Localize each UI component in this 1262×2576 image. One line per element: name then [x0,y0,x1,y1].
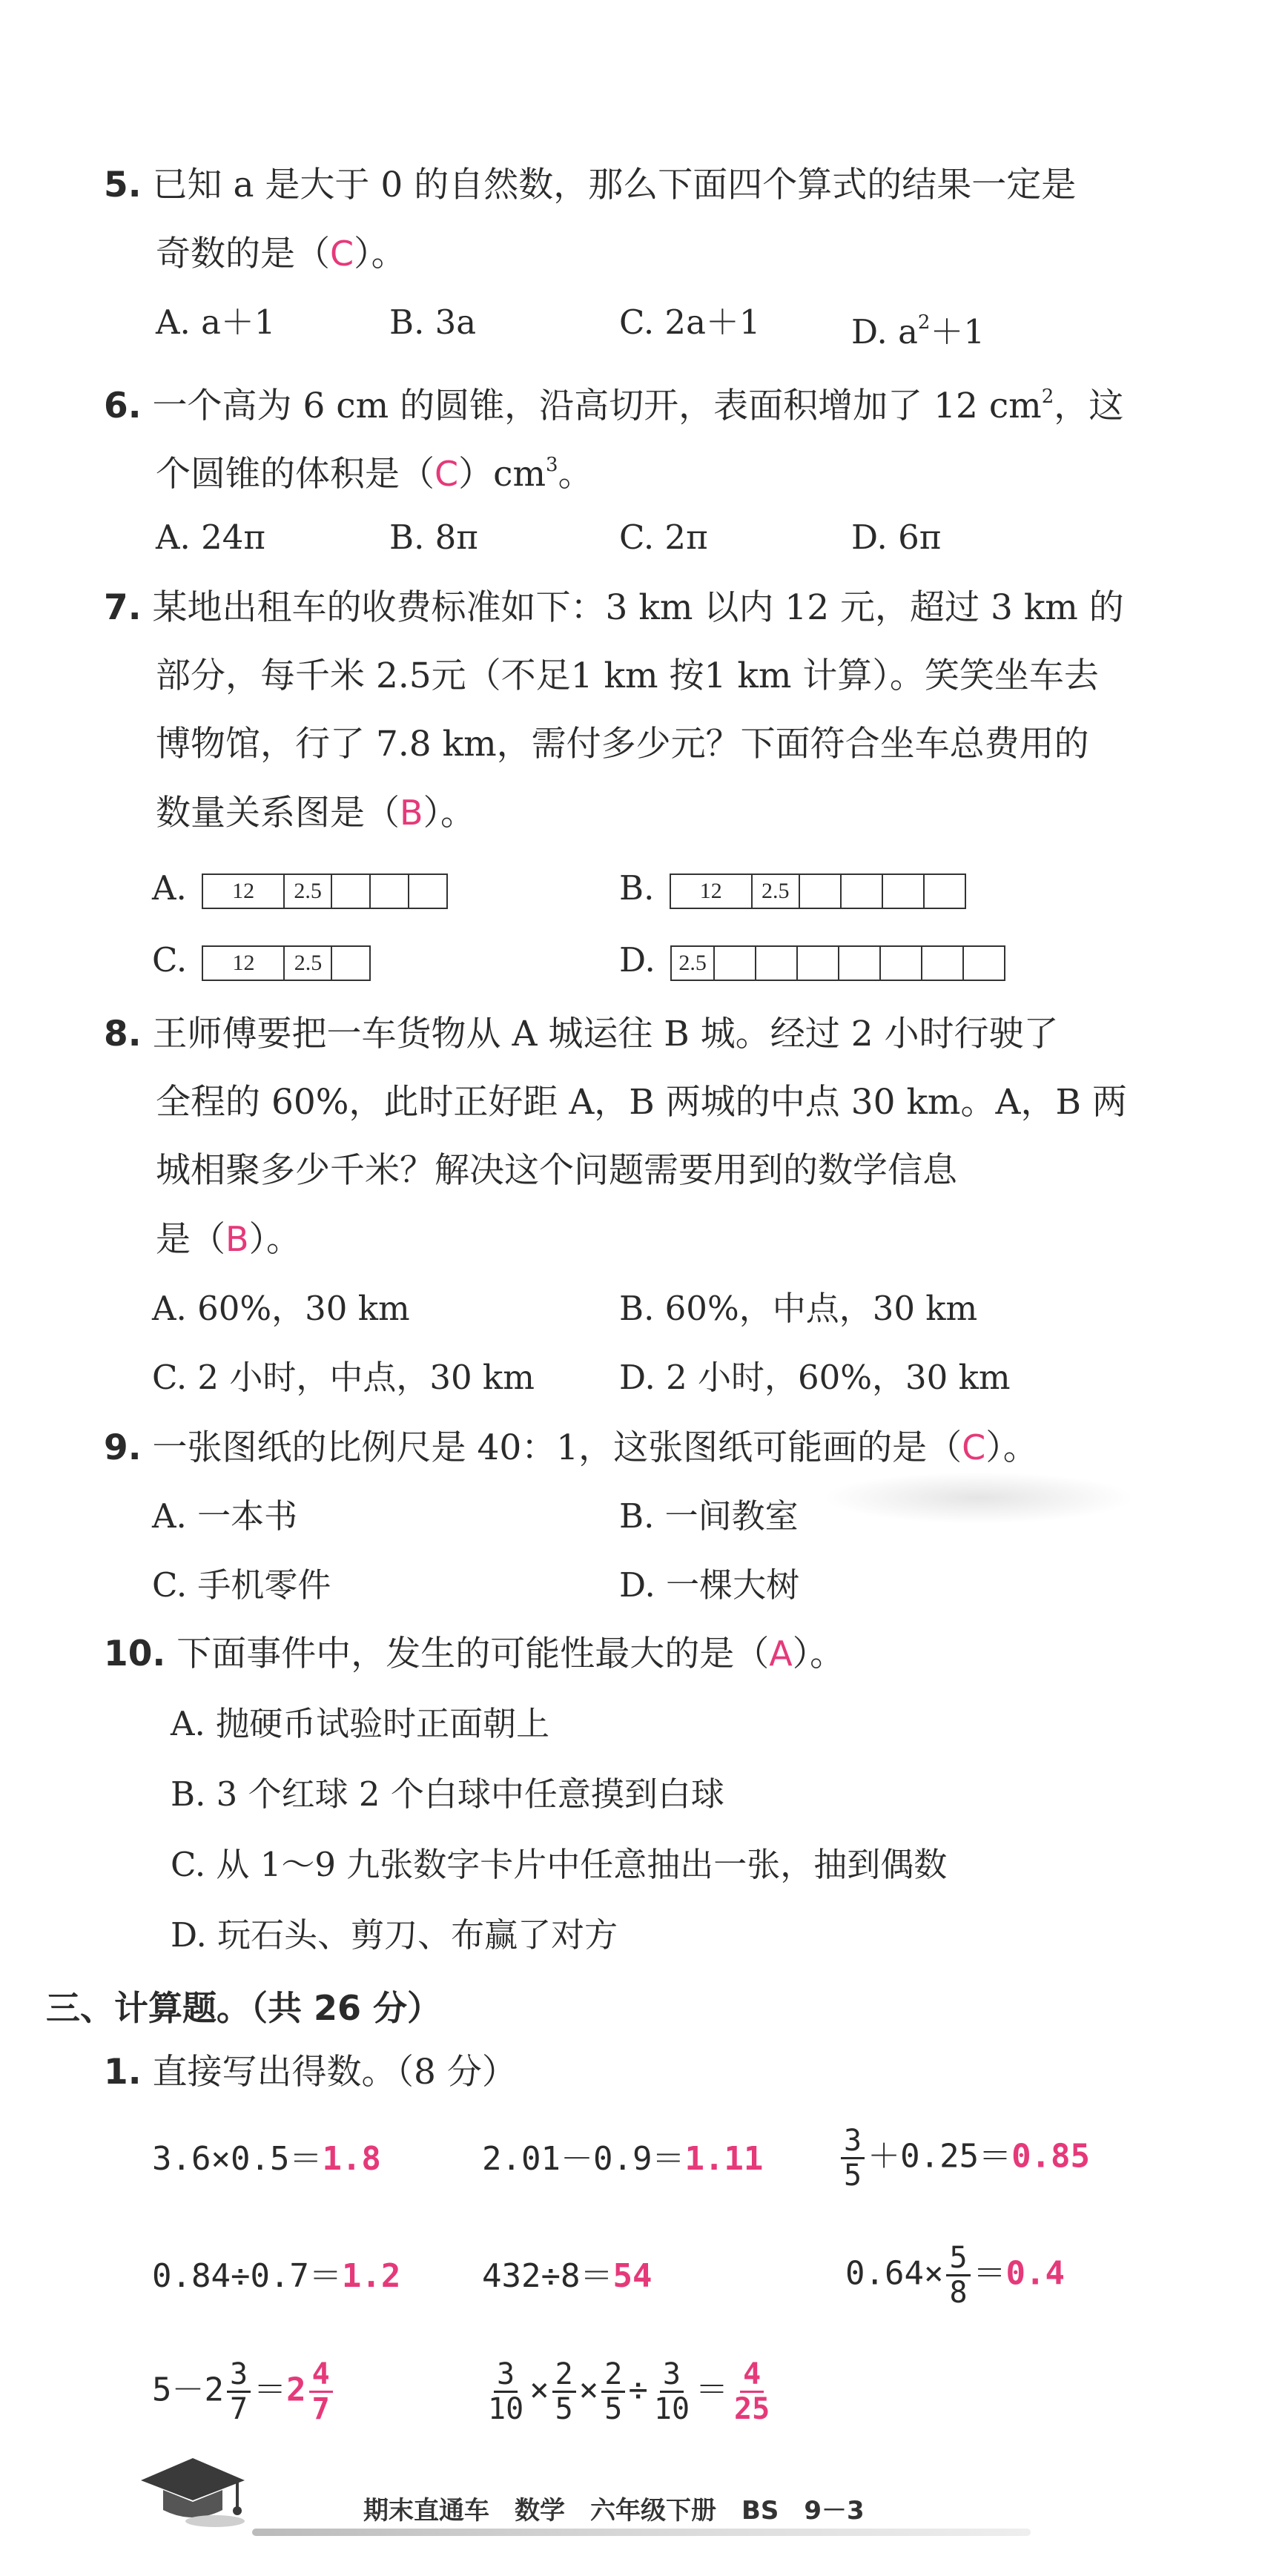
q7-d-box [881,947,922,980]
q7-a-box [371,875,409,908]
q6-text1a: 一个高为 6 cm 的圆锥，沿高切开，表面积增加了 12 cm [152,386,1042,426]
q5-option-b: B. 3a [389,303,477,342]
q10-text1b: ）。 [792,1634,845,1674]
divide-sign: ÷ [628,2371,648,2409]
calc-r3c2-fraction-4 [651,2358,693,2425]
q7-line4 [156,790,475,836]
q7-b-box-25: 2.5 [753,875,800,908]
q7-line2: 部分，每千米 2.5元（不足1 km 按1 km 计算）。笑笑坐车去 [156,655,1099,696]
calc-r1c2 [482,2137,763,2182]
q5-line2 [156,231,406,277]
footer-text: 期末直通车 数学 六年级下册 BS 9－3 [363,2496,865,2526]
q10-option-c: C. 从 1～9 九张数字卡片中任意抽出一张，抽到偶数 [171,1845,948,1884]
q9-line1 [104,1425,1038,1470]
q8-line3: 城相聚多少千米？解决这个问题需要用到的数学信息 [156,1150,957,1191]
q6-option-d: D. 6π [851,518,942,557]
q7-b-box [883,875,925,908]
q10-option-a: A. 抛硬币试验时正面朝上 [171,1704,550,1743]
fraction-numerator: 5 [946,2242,970,2276]
fraction-denominator: 7 [229,2392,248,2426]
q9-number: 9. [104,1427,142,1468]
q8-text4a: 是（ [156,1219,225,1260]
q5-option-d-sup: 2 [917,311,931,334]
calc-r3c1-answer-fraction [309,2358,333,2425]
q7-d-box-25: 2.5 [672,947,715,980]
calc-r3c2-answer-fraction [731,2358,773,2425]
calc-r1c1-expr: 3.6×0.5＝ [152,2140,323,2178]
fraction-denominator: 10 [653,2392,690,2426]
q6-answer: C [435,454,459,494]
q7-option-a-diagram [202,873,448,909]
q5-answer: C [330,234,354,274]
q7-c-box [332,947,369,980]
calc-r2c1-expr: 0.84÷0.7＝ [152,2257,342,2295]
q7-a-box-25: 2.5 [285,875,332,908]
q7-a-box [332,875,371,908]
calc-r3c2-fraction-1 [485,2358,526,2425]
q6-text2a: 个圆锥的体积是（ [156,454,435,495]
calc-r3c1-eq: ＝ [254,2371,287,2409]
calc-r1c2-expr: 2.01－0.9＝ [482,2140,685,2178]
fraction-denominator: 25 [734,2392,770,2426]
q6-text1b: ，这 [1054,386,1124,426]
q7-option-d-diagram [670,945,1005,981]
calc-r1c3-fraction [841,2124,865,2192]
q9-text1b: ）。 [985,1427,1038,1468]
q7-option-c-label: C. [152,940,188,980]
q5-option-d-tail: ＋1 [930,312,985,351]
q5-line1 [104,163,1076,208]
q7-option-b-label: B. [619,868,655,908]
q7-option-d [619,938,1005,982]
q7-b-box-12: 12 [671,875,753,908]
calc-r2c3-answer: 0.4 [1005,2254,1066,2293]
equals-sign: ＝ [696,2371,729,2409]
q7-line1 [104,586,1124,630]
calc-r2c3 [845,2242,1065,2309]
q9-option-a: A. 一本书 [152,1496,298,1536]
q9-option-b: B. 一间教室 [619,1496,799,1536]
q7-d-box [798,947,839,980]
q10-number: 10. [104,1634,166,1674]
q7-option-b [619,866,966,911]
q7-text1: 某地出租车的收费标准如下：3 km 以内 12 元，超过 3 km 的 [152,587,1124,628]
q8-text4b: ）。 [248,1219,302,1260]
calc-r1c1 [152,2137,381,2182]
q7-c-box-25: 2.5 [285,947,332,980]
q7-text4a: 数量关系图是（ [156,793,400,833]
q9-option-c: C. 手机零件 [152,1565,331,1605]
fraction-denominator: 5 [844,2159,862,2193]
q5-text2a: 奇数的是（ [156,234,330,274]
fraction-numerator: 3 [841,2124,865,2159]
q6-text2c: 。 [558,454,593,495]
calc-r2c1 [152,2254,400,2299]
q7-option-c [152,938,371,982]
q7-b-box [842,875,883,908]
fraction-numerator: 4 [309,2358,333,2393]
times-sign: × [578,2371,599,2409]
print-smudge [823,1472,1134,1524]
q5-number: 5. [104,165,142,205]
q10-option-b: B. 3 个红球 2 个白球中任意摸到白球 [171,1774,724,1814]
q7-text4b: ）。 [423,793,476,833]
fraction-numerator: 2 [601,2358,625,2393]
calc-r2c2 [482,2254,652,2299]
footer-divider [252,2529,1031,2536]
calc-r3c2-fraction-3 [601,2358,625,2425]
fraction-numerator: 2 [552,2358,576,2393]
q7-option-c-diagram [202,945,371,981]
q5-text1: 已知 a 是大于 0 的自然数，那么下面四个算式的结果一定是 [152,165,1077,205]
q9-option-d: D. 一棵大树 [619,1565,800,1605]
q7-b-box [800,875,842,908]
q5-option-a: A. a＋1 [156,303,276,342]
q10-line1 [104,1631,845,1677]
calc-r1c2-answer: 1.11 [684,2140,764,2178]
q8-line1 [104,1012,1059,1057]
q9-answer: C [962,1427,986,1467]
q7-option-d-label: D. [619,940,655,980]
calc-number: 1. [104,2052,142,2093]
q8-text1: 王师傅要把一车货物从 A 城运往 B 城。经过 2 小时行驶了 [152,1014,1059,1054]
calc-r2c2-answer: 54 [612,2257,653,2295]
q8-option-c: C. 2 小时，中点，30 km [152,1358,535,1397]
q7-line3: 博物馆，行了 7.8 km，需付多少元？下面符合坐车总费用的 [156,724,1089,764]
fraction-denominator: 8 [949,2276,968,2310]
q8-option-d: D. 2 小时，60%，30 km [619,1358,1011,1397]
calc-r3c1-expr: 5－2 [152,2371,224,2409]
q5-option-c: C. 2a＋1 [619,303,761,342]
q7-d-box [715,947,756,980]
q5-text2b: ）。 [354,234,406,274]
calc-r2c3-eq: ＝ [973,2254,1006,2293]
q7-a-box [409,875,446,908]
q6-line2 [156,443,593,497]
calc-title: 直接写出得数。（8 分） [152,2052,517,2093]
q7-d-box [839,947,881,980]
calc-r2c2-expr: 432÷8＝ [482,2257,613,2295]
q6-option-c: C. 2π [619,518,708,557]
q7-b-box [925,875,965,908]
calc-r3c1 [152,2358,336,2425]
q8-line2: 全程的 60%，此时正好距 A，B 两城的中点 30 km。A，B 两 [156,1082,1127,1123]
q7-option-b-diagram [670,873,966,909]
calc-r3c1-fraction [227,2358,251,2425]
calc-r3c2-fraction-2 [552,2358,576,2425]
q5-option-d-text: D. a [851,312,918,351]
calc-r1c3 [838,2124,1090,2192]
calc-r2c3-expr: 0.64× [845,2254,944,2293]
q6-option-b: B. 8π [389,518,478,557]
calc-r2c3-fraction [946,2242,970,2309]
calc-r2c1-answer: 1.2 [341,2257,401,2295]
q7-d-box [964,947,1004,980]
calc-r3c1-answer-whole: 2 [286,2371,306,2409]
q6-text1-sup: 2 [1041,386,1054,408]
fraction-numerator: 4 [740,2358,764,2393]
q8-option-b: B. 60%，中点，30 km [619,1289,978,1328]
fraction-numerator: 3 [494,2358,518,2393]
fraction-numerator: 3 [227,2358,251,2393]
fraction-denominator: 5 [555,2392,573,2426]
q6-text2-sup: 3 [546,454,558,476]
calc-title-line [104,2050,517,2095]
fraction-denominator: 7 [311,2392,330,2426]
fraction-denominator: 10 [488,2392,524,2426]
q6-text2b: ）cm [458,454,546,495]
fraction-numerator: 3 [660,2358,684,2393]
q7-option-a [152,866,448,911]
times-sign: × [529,2371,549,2409]
q6-option-a: A. 24π [156,518,265,557]
calc-r3c2 [482,2358,776,2425]
q10-text1a: 下面事件中，发生的可能性最大的是（ [176,1634,770,1674]
fraction-denominator: 5 [604,2392,623,2426]
page-footer [133,2447,1023,2536]
q8-number: 8. [104,1014,142,1054]
q10-answer: A [769,1634,793,1674]
graduation-cap-icon [133,2447,252,2529]
q7-c-box-12: 12 [203,947,285,980]
q5-option-d [851,300,985,354]
q7-d-box [922,947,964,980]
q8-answer: B [225,1219,249,1259]
q8-line4 [156,1217,301,1262]
q8-option-a: A. 60%，30 km [152,1289,410,1328]
q10-option-d: D. 玩石头、剪刀、布赢了对方 [171,1915,618,1955]
q7-option-a-label: A. [152,868,187,908]
calc-r1c3-answer: 0.85 [1011,2137,1091,2176]
calc-r1c1-answer: 1.8 [322,2140,381,2178]
section-title: 三、计算题。（共 26 分） [46,1988,442,2028]
q7-number: 7. [104,587,142,628]
q6-line1 [104,374,1123,429]
q7-a-box-12: 12 [203,875,285,908]
q6-number: 6. [104,386,142,426]
q7-d-box [756,947,798,980]
calc-r1c3-expr: ＋0.25＝ [868,2137,1012,2176]
q7-answer: B [400,793,423,833]
q9-text1a: 一张图纸的比例尺是 40：1，这张图纸可能画的是（ [152,1427,962,1468]
